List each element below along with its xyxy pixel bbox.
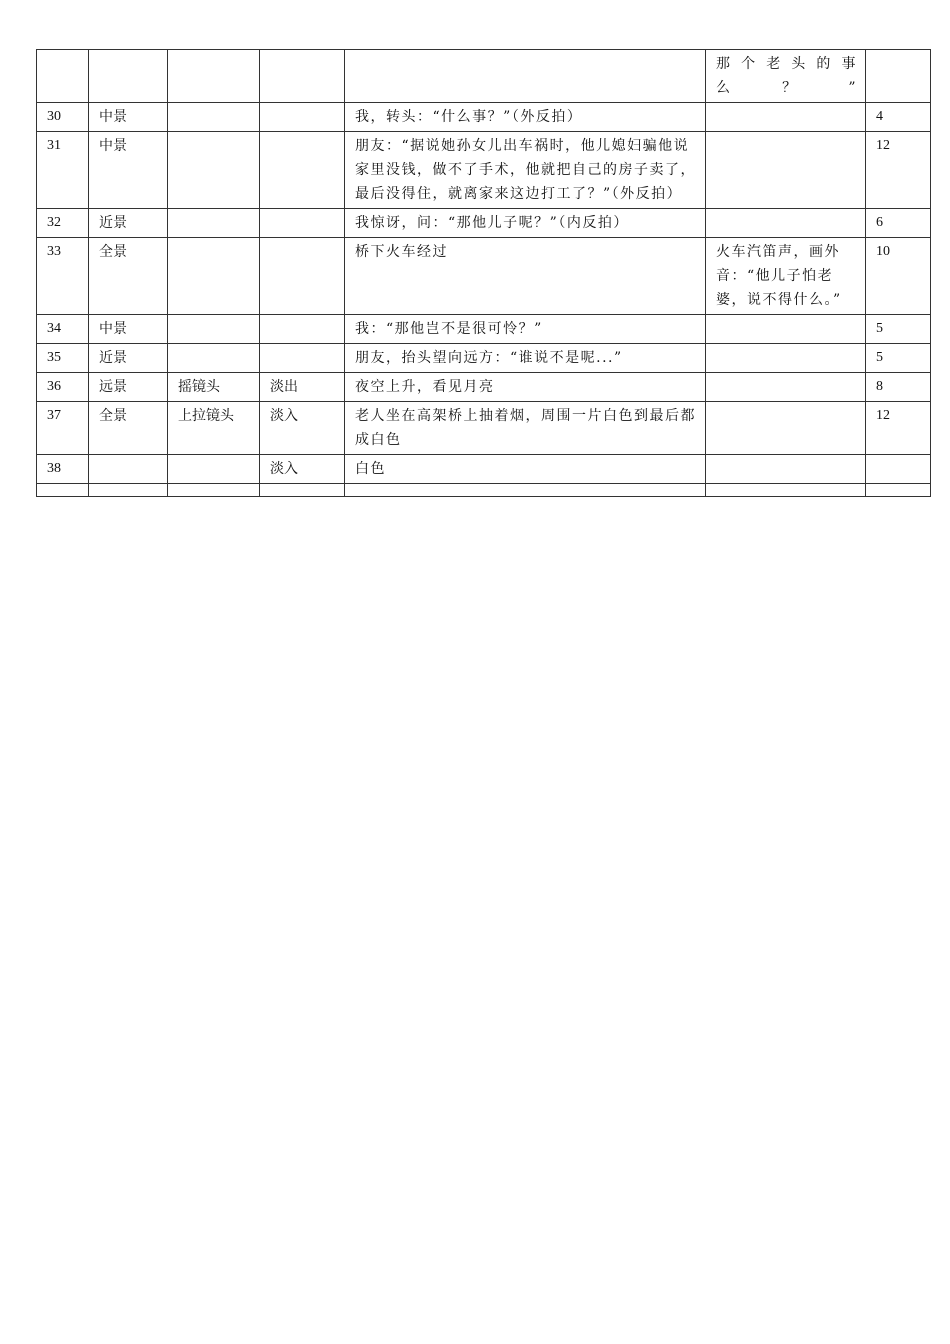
table-row xyxy=(37,402,931,455)
camera-move-cell xyxy=(168,344,260,373)
shot-number-cell: 37 xyxy=(37,402,89,455)
transition-cell xyxy=(260,209,345,238)
duration-cell: 4 xyxy=(866,103,931,132)
duration-cell xyxy=(866,50,931,103)
transition-cell xyxy=(260,103,345,132)
sound-cell: 那 个 老 头 的 事 么？” xyxy=(706,50,866,103)
camera-move-cell xyxy=(168,103,260,132)
camera-move-cell xyxy=(168,455,260,484)
content-cell: 夜空上升，看见月亮 xyxy=(345,373,706,402)
transition-cell xyxy=(260,132,345,209)
transition-cell xyxy=(260,238,345,315)
content-cell: 桥下火车经过 xyxy=(345,238,706,315)
shot-size-cell: 远景 xyxy=(89,373,168,402)
duration-cell: 5 xyxy=(866,315,931,344)
table-row xyxy=(37,50,931,103)
content-cell: 老人坐在高架桥上抽着烟，周围一片白色到最后都成白色 xyxy=(345,402,706,455)
content-cell: 朋友，抬头望向远方：“谁说不是呢...” xyxy=(345,344,706,373)
sound-cell xyxy=(706,103,866,132)
sound-cell xyxy=(706,209,866,238)
sound-cell xyxy=(706,344,866,373)
table-row xyxy=(37,344,931,373)
transition-cell xyxy=(260,484,345,497)
camera-move-cell xyxy=(168,238,260,315)
camera-move-cell xyxy=(168,132,260,209)
sound-cell xyxy=(706,132,866,209)
duration-cell: 12 xyxy=(866,132,931,209)
content-cell: 白色 xyxy=(345,455,706,484)
shot-size-cell: 全景 xyxy=(89,402,168,455)
table-row xyxy=(37,455,931,484)
storyboard-body xyxy=(37,50,931,497)
duration-cell: 8 xyxy=(866,373,931,402)
shot-number-cell xyxy=(37,50,89,103)
shot-number-cell: 33 xyxy=(37,238,89,315)
duration-cell: 5 xyxy=(866,344,931,373)
sound-cell xyxy=(706,373,866,402)
content-cell xyxy=(345,484,706,497)
storyboard-table xyxy=(36,49,931,497)
content-cell: 我惊讶，问：“那他儿子呢？”（内反拍） xyxy=(345,209,706,238)
shot-size-cell xyxy=(89,455,168,484)
shot-number-cell: 34 xyxy=(37,315,89,344)
shot-number-cell: 36 xyxy=(37,373,89,402)
sound-cell xyxy=(706,455,866,484)
shot-number-cell: 30 xyxy=(37,103,89,132)
table-row xyxy=(37,238,931,315)
transition-cell xyxy=(260,50,345,103)
duration-cell xyxy=(866,484,931,497)
shot-size-cell: 全景 xyxy=(89,238,168,315)
content-cell: 我，转头：“什么事？”（外反拍） xyxy=(345,103,706,132)
camera-move-cell xyxy=(168,50,260,103)
content-cell xyxy=(345,50,706,103)
shot-size-cell: 中景 xyxy=(89,103,168,132)
table-row xyxy=(37,373,931,402)
shot-number-cell: 38 xyxy=(37,455,89,484)
transition-cell: 淡出 xyxy=(260,373,345,402)
transition-cell xyxy=(260,344,345,373)
table-row xyxy=(37,103,931,132)
duration-cell: 12 xyxy=(866,402,931,455)
table-row xyxy=(37,315,931,344)
transition-cell: 淡入 xyxy=(260,455,345,484)
sound-cell xyxy=(706,484,866,497)
shot-size-cell xyxy=(89,484,168,497)
shot-number-cell: 32 xyxy=(37,209,89,238)
sound-cell xyxy=(706,402,866,455)
shot-size-cell: 中景 xyxy=(89,315,168,344)
duration-cell xyxy=(866,455,931,484)
transition-cell xyxy=(260,315,345,344)
shot-size-cell xyxy=(89,50,168,103)
table-row xyxy=(37,484,931,497)
camera-move-cell: 摇镜头 xyxy=(168,373,260,402)
shot-number-cell: 35 xyxy=(37,344,89,373)
sound-cell xyxy=(706,315,866,344)
shot-size-cell: 中景 xyxy=(89,132,168,209)
content-cell: 我：“那他岂不是很可怜？” xyxy=(345,315,706,344)
camera-move-cell xyxy=(168,315,260,344)
camera-move-cell xyxy=(168,209,260,238)
table-row xyxy=(37,132,931,209)
content-cell: 朋友：“据说她孙女儿出车祸时，他儿媳妇骗他说家里没钱，做不了手术，他就把自己的房子卖了，最后没得住，就离家来这边打工了？”（外反拍） xyxy=(345,132,706,209)
shot-number-cell xyxy=(37,484,89,497)
duration-cell: 10 xyxy=(866,238,931,315)
duration-cell: 6 xyxy=(866,209,931,238)
sound-cell: 火车汽笛声，画外音：“他儿子怕老婆，说不得什么。” xyxy=(706,238,866,315)
shot-size-cell: 近景 xyxy=(89,344,168,373)
shot-number-cell: 31 xyxy=(37,132,89,209)
camera-move-cell xyxy=(168,484,260,497)
camera-move-cell: 上拉镜头 xyxy=(168,402,260,455)
shot-size-cell: 近景 xyxy=(89,209,168,238)
transition-cell: 淡入 xyxy=(260,402,345,455)
table-row xyxy=(37,209,931,238)
